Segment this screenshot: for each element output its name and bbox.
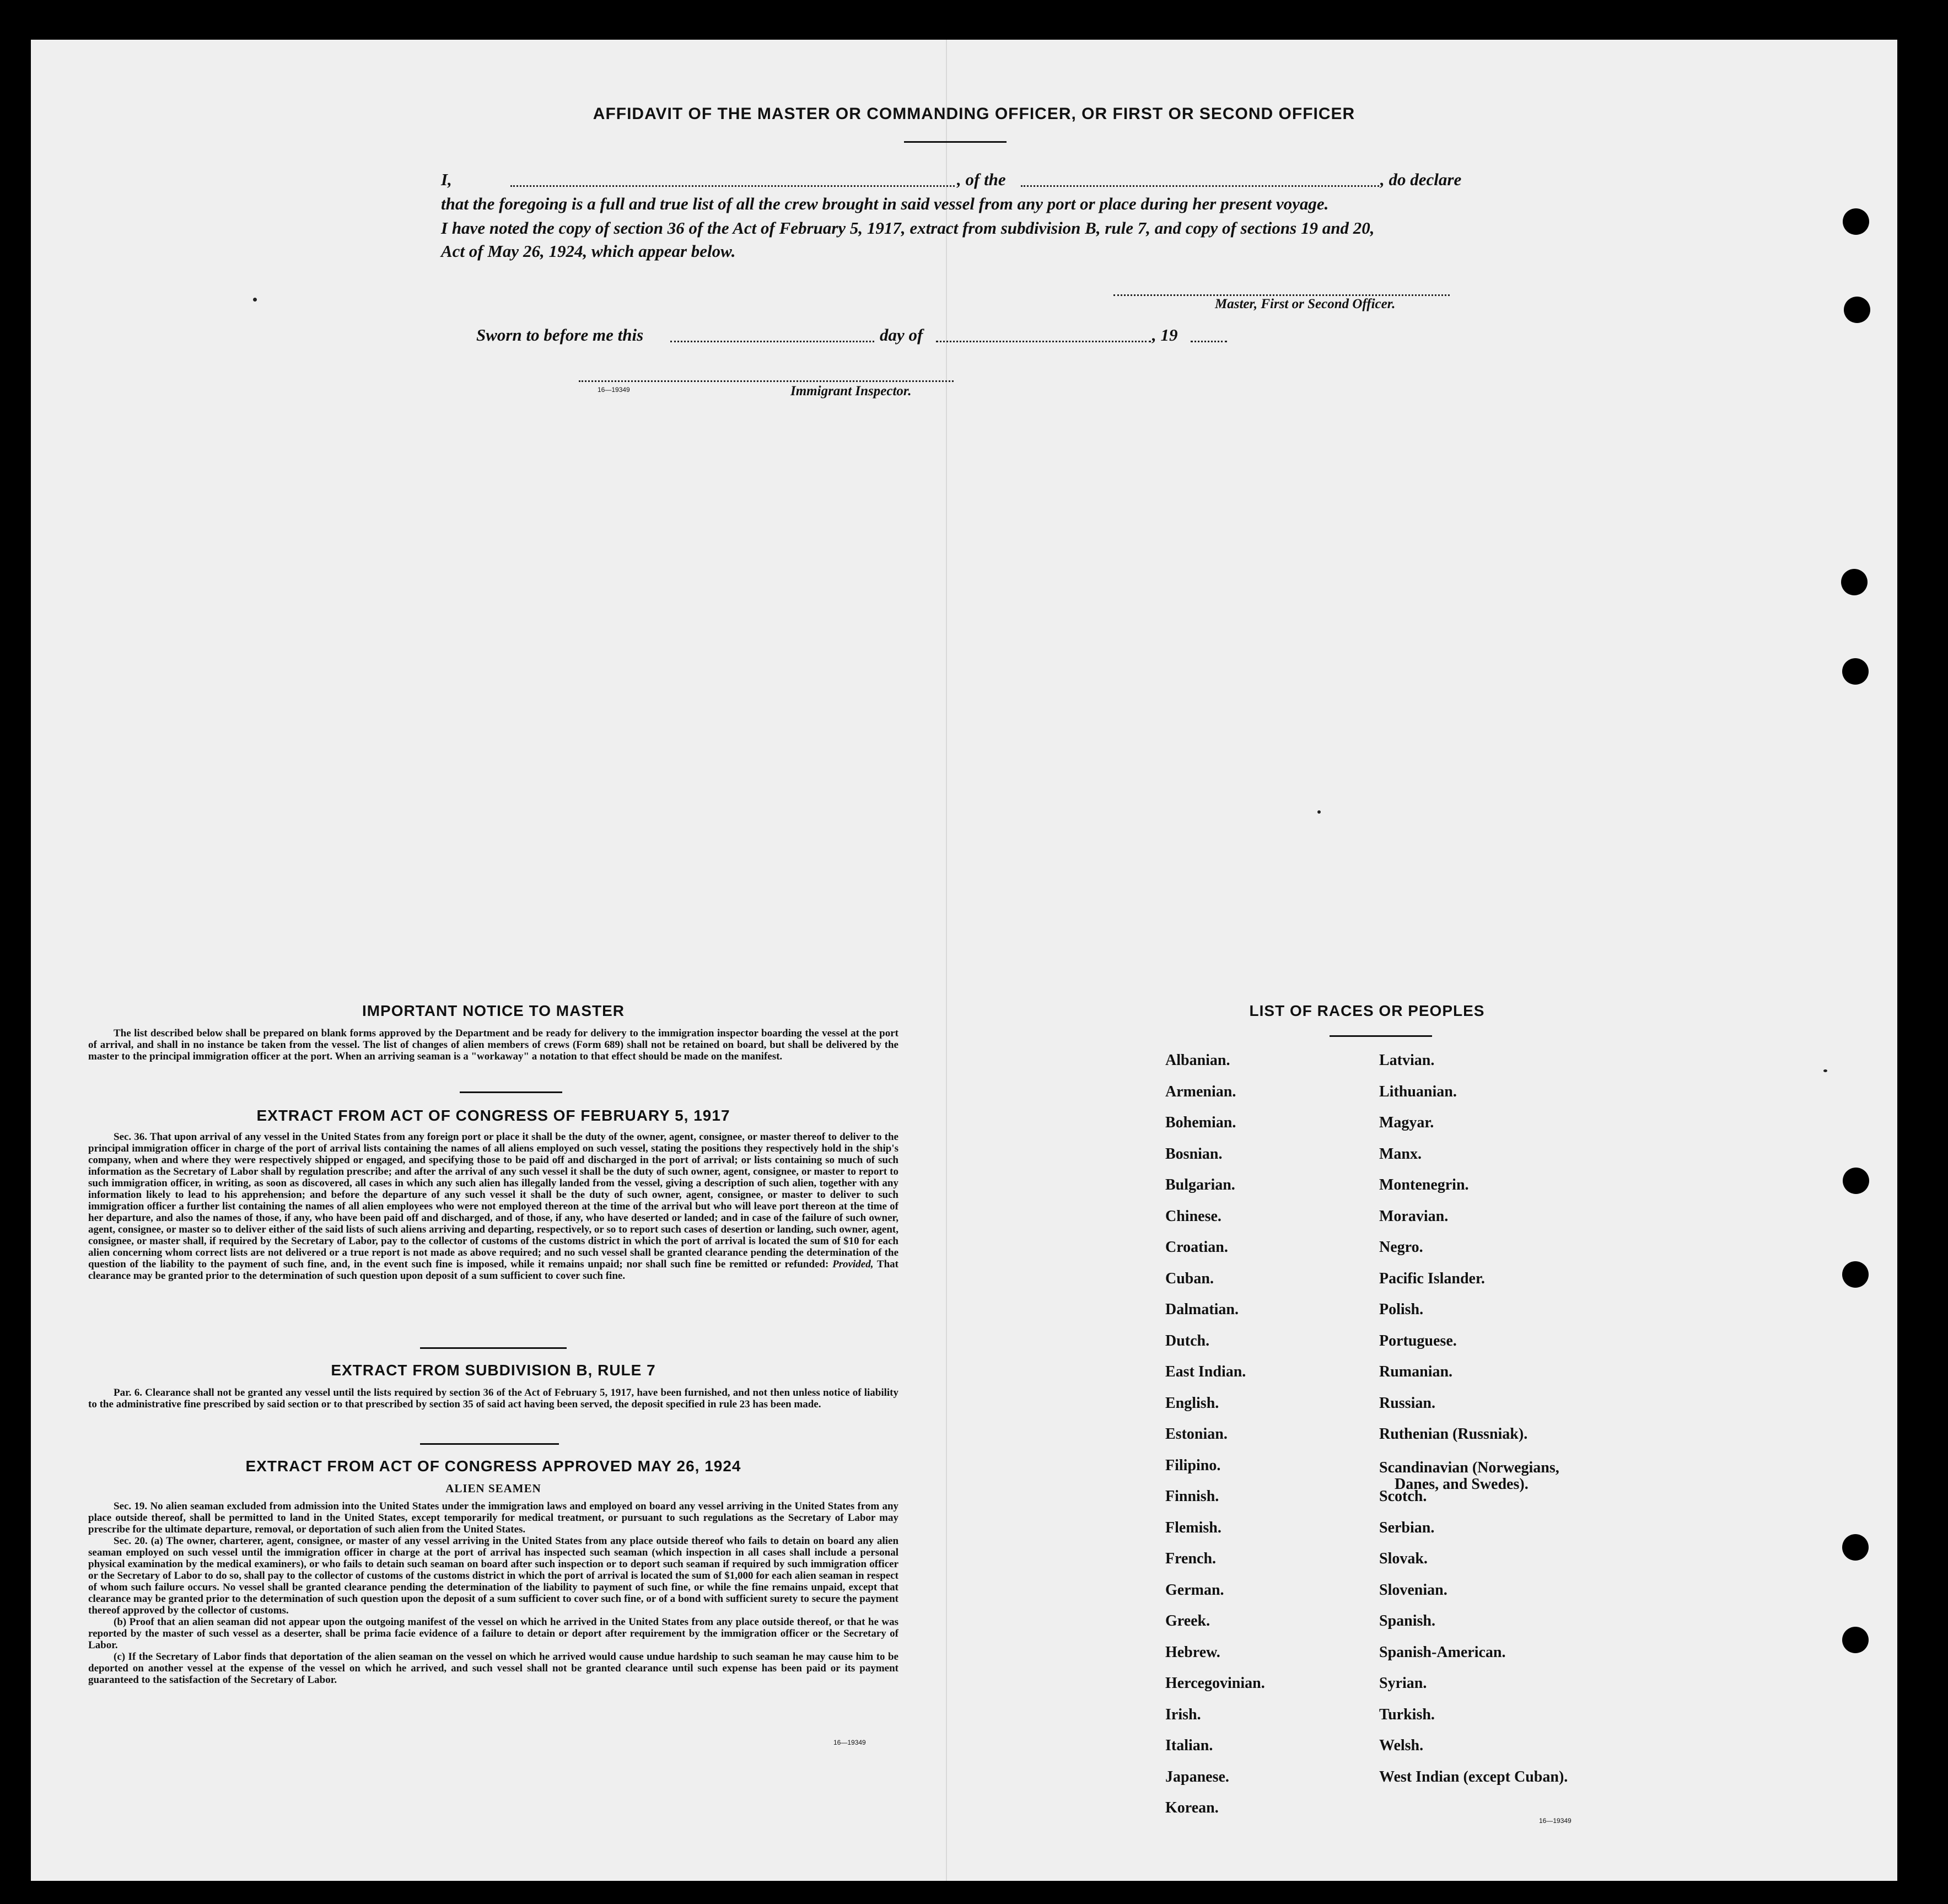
binder-hole (1844, 297, 1870, 323)
race-item: Ruthenian (Russniak). (1379, 1426, 1528, 1443)
affidavit-line2: that the foregoing is a full and true list of all the crew brought in said vessel from any port or place during her present voyage. (441, 194, 1329, 213)
race-item: Welsh. (1379, 1737, 1424, 1754)
race-item: Bohemian. (1165, 1114, 1236, 1131)
sec19-lead: Sec. 19. (114, 1500, 148, 1512)
notice-divider (460, 1091, 562, 1093)
notice-text: The list described below shall be prepared on blank forms approved by the Department and be ready for delivery to the immigration inspector boarding the vessel at the port of arrival, and shall in no instance be taken from the vessel. The list of changes of alien members of crews (Form 689) shall not be retained on board, but shall be delivered by the master to the principal immigration officer at the port. When an arriving seaman is a "workaway" a notation to that effect should be made on the manifest. (88, 1028, 898, 1062)
race-item: Pacific Islander. (1379, 1270, 1485, 1287)
race-item: East Indian. (1165, 1363, 1246, 1380)
affidavit-line3: I have noted the copy of section 36 of the Act of February 5, 1917, extract from subdivision B, rule 7, and copy of sections 19 and 20, (441, 218, 1375, 238)
sec36-end: That clearance may be granted prior to the determination of such question upon deposit of a sum sufficient to cover such fine. (88, 1258, 898, 1282)
notice-title: IMPORTANT NOTICE TO MASTER (362, 1002, 625, 1019)
race-item: Negro. (1379, 1239, 1423, 1256)
extract-1917-divider (420, 1347, 567, 1349)
extract-1924-body (88, 1500, 898, 1686)
alien-seamen-subtitle: ALIEN SEAMEN (445, 1482, 541, 1495)
extract-1917-title: EXTRACT FROM ACT OF CONGRESS OF FEBRUARY 5, 1917 (256, 1107, 730, 1124)
race-item: Croatian. (1165, 1239, 1228, 1256)
sworn-text: Sworn to before me this (476, 325, 644, 345)
race-item: Greek. (1165, 1612, 1210, 1629)
affidavit-title: AFFIDAVIT OF THE MASTER OR COMMANDING OFFICER, OR FIRST OR SECOND OFFICER (593, 105, 1355, 123)
notice-body (88, 1028, 898, 1062)
sworn-year: , 19 (1152, 325, 1178, 345)
title-divider (904, 141, 1007, 143)
race-item: Armenian. (1165, 1083, 1236, 1100)
race-item: Albanian. (1165, 1052, 1230, 1069)
binder-hole (1842, 1627, 1869, 1653)
race-item: Spanish. (1379, 1612, 1435, 1629)
race-item: Dalmatian. (1165, 1301, 1239, 1318)
sec36-lead: Sec. 36. (114, 1131, 148, 1143)
race-item: Portuguese. (1379, 1332, 1457, 1349)
race-item: Latvian. (1379, 1052, 1435, 1069)
races-divider (1330, 1035, 1432, 1037)
race-item: Rumanian. (1379, 1363, 1453, 1380)
sec20a-text: (a) The owner, charterer, agent, consignee, or master of any vessel arriving in the United States from any place outside thereof who fails to detain on board any alien seaman employed on such vessel until the immigration officer in charge at the port of arrival has inspected such seaman (which inspection in all cases shall include a personal physical examination by the medical examiners), or who fails to detain such seaman on board after such inspection or to deport such seaman if required by such immigration officer or the Secretary of Labor to do so, shall pay to the collector of customs of the customs district in which the port of arrival is located the sum of $1,000 for each alien seaman in respect of whom such failure occurs. No vessel shall be granted clearance pending the determination of the liability to payment of such fine, or while the fine remains unpaid, except that clearance may be granted prior to the determination of such question upon the deposit of a sum sufficient to cover such fine, or of a bond with sufficient surety to secure the payment thereof approved by the collector of customs. (88, 1535, 899, 1616)
binder-hole (1843, 208, 1869, 235)
race-item: Polish. (1379, 1301, 1424, 1318)
race-item: Hercegovinian. (1165, 1675, 1265, 1692)
race-item: Estonian. (1165, 1426, 1228, 1443)
binder-hole (1842, 1261, 1869, 1288)
binder-hole (1841, 569, 1868, 595)
extract-1917-body (88, 1131, 898, 1282)
race-item: Korean. (1165, 1799, 1219, 1816)
race-item: Bulgarian. (1165, 1176, 1235, 1193)
sec20b-text: (b) Proof that an alien seaman did not appear upon the outgoing manifest of the vessel on which he arrived in the United States from any place outside thereof, or that he was reported by the master of such vessel as a deserter, shall be prima facie evidence of a failure to detain or deport after requirement by the immigration officer or the Secretary of Labor. (88, 1616, 898, 1651)
race-item: Slovak. (1379, 1550, 1428, 1567)
center-fold (946, 40, 947, 1881)
binder-hole (1842, 1534, 1869, 1561)
affidavit-declare: , do declare (1380, 170, 1462, 189)
race-item: Serbian. (1379, 1519, 1435, 1536)
master-signature-label: Master, First or Second Officer. (1215, 297, 1396, 311)
race-item: Hebrew. (1165, 1643, 1220, 1661)
race-item: Scandinavian (Norwegians, (1379, 1459, 1559, 1476)
sworn-day-line[interactable] (670, 341, 874, 342)
vessel-field-line[interactable] (1021, 185, 1379, 187)
inspector-signature-line[interactable] (579, 380, 954, 382)
race-item: West Indian (except Cuban). (1379, 1768, 1568, 1785)
speck (1823, 1069, 1827, 1072)
race-item: Turkish. (1379, 1706, 1435, 1723)
inspector-label: Immigrant Inspector. (790, 384, 912, 399)
rule7-title: EXTRACT FROM SUBDIVISION B, RULE 7 (331, 1362, 656, 1379)
race-item: Manx. (1379, 1145, 1422, 1163)
race-item: Finnish. (1165, 1488, 1219, 1505)
sec19-text: No alien seaman excluded from admission into the United States under the immigration laws and employed on board any vessel arriving in the United States from any place outside thereof, shall be permitted to land in the United States, except temporarily for medical treatment, or pursuant to such regulations as the Secretary of Labor may prescribe for the ultimate departure, removal, or deportation of such alien from the United States. (88, 1500, 899, 1535)
race-item: Cuban. (1165, 1270, 1214, 1287)
affidavit-form-number: 16—19349 (598, 386, 630, 394)
sec20c-text: (c) If the Secretary of Labor finds that deportation of the alien seaman on the vessel on which he arrived would cause undue hardship to such seaman he may cause him to be deported on another vessel at the expense of the vessel on which he arrived, and such vessel shall not be granted clearance until such expense has been paid or its payment guaranteed to the satisfaction of the Secretary of Labor. (88, 1651, 898, 1686)
race-item: French. (1165, 1550, 1217, 1567)
race-item: Syrian. (1379, 1675, 1427, 1692)
binder-hole (1842, 658, 1869, 685)
race-item: Slovenian. (1379, 1581, 1447, 1599)
affidavit-of-the: , of the (957, 170, 1006, 189)
speck (1317, 810, 1321, 814)
rule7-text: Par. 6. Clearance shall not be granted any vessel until the lists required by section 36 of the Act of February 5, 1917, have been furnished, and not then unless notice of liability to the administrative fine prescribed by said section or to that prescribed by section 35 of said act having been served, the deposit specified in rule 23 has been made. (88, 1387, 898, 1410)
race-item: Danes, and Swedes). (1395, 1475, 1529, 1493)
binder-hole (1843, 1168, 1869, 1194)
race-item: Japanese. (1165, 1768, 1229, 1785)
affidavit-line4: Act of May 26, 1924, which appear below. (441, 241, 736, 261)
race-item: Irish. (1165, 1706, 1201, 1723)
extract-form-number: 16—19349 (833, 1739, 866, 1746)
race-item: Spanish-American. (1379, 1643, 1506, 1661)
sec20-lead: Sec. 20. (114, 1535, 148, 1547)
speck (253, 298, 257, 302)
sworn-month-line[interactable] (936, 341, 1151, 342)
race-item: Dutch. (1165, 1332, 1210, 1349)
extract-1924-title: EXTRACT FROM ACT OF CONGRESS APPROVED MAY 26, 1924 (245, 1457, 741, 1475)
race-item: Scotch. (1379, 1488, 1427, 1505)
race-item: Montenegrin. (1379, 1176, 1469, 1193)
race-item: Moravian. (1379, 1207, 1449, 1225)
race-item: English. (1165, 1394, 1219, 1412)
race-item: Italian. (1165, 1737, 1213, 1754)
race-item: Flemish. (1165, 1519, 1221, 1536)
provided-word: Provided, (832, 1258, 874, 1270)
races-form-number: 16—19349 (1539, 1817, 1572, 1825)
race-item: Bosnian. (1165, 1145, 1223, 1163)
race-item: Russian. (1379, 1394, 1435, 1412)
sec36-text: That upon arrival of any vessel in the United States from any foreign port or place it shall be the duty of the owner, agent, consignee, or master thereof to deliver to the principal immigration officer in charge of the port of arrival lists containing the names of all aliens employed on such vessel, stating the positions they respectively hold in the ship's company, when and where they were respectively shipped or engaged, and specifying those to be paid off and discharged in the port of arrival; or lists containing so much of such information as the Secretary of Labor shall by regulation prescribe; and after the arrival of any such vessel it shall be the duty of such owner, agent, consignee, or master to report to such immigration officer, in writing, as soon as discovered, all cases in which any such alien has illegally landed from the vessel, giving a description of such alien, together with any information likely to lead to his apprehension; and before the departure of any such vessel it shall be the duty of such owner, agent, consignee, or master to deliver to such immigration officer a further list containing the names of all alien employees who were not employed thereon at the time of the arrival but who will leave port thereon at the time of her departure, and also the names of those, if any, who have been paid off and discharged, and of those, if any, who have deserted or landed; and in case of the failure of such owner, agent, consignee, or master so to deliver either of the said lists of such aliens arriving and departing, respectively, or so to report such cases of desertion or landing, such owner, agent, consignee, or master shall, if required by the Secretary of Labor, pay to the collector of customs of the customs district in which the port of arrival is located the sum of $10 for each alien concerning whom correct lists are not delivered or a true report is not made as above required; and no such vessel shall be granted clearance pending the determination of the question of the liability to the payment of such fine, and, in the event such fine is imposed, while it remains unpaid; nor shall such fine be remitted or refunded: (88, 1131, 898, 1270)
race-item: Filipino. (1165, 1456, 1221, 1474)
rule7-body (88, 1387, 898, 1410)
race-item: Magyar. (1379, 1114, 1434, 1131)
race-item: Chinese. (1165, 1207, 1221, 1225)
race-item: German. (1165, 1581, 1224, 1599)
sworn-year-line[interactable] (1191, 341, 1227, 342)
sworn-day-of: day of (880, 325, 923, 345)
race-item: Lithuanian. (1379, 1083, 1457, 1100)
name-field-line[interactable] (510, 185, 955, 187)
races-title: LIST OF RACES OR PEOPLES (1249, 1002, 1485, 1019)
affidavit-i: I, (441, 170, 452, 189)
rule7-divider (420, 1443, 559, 1445)
master-signature-line[interactable] (1113, 294, 1450, 296)
